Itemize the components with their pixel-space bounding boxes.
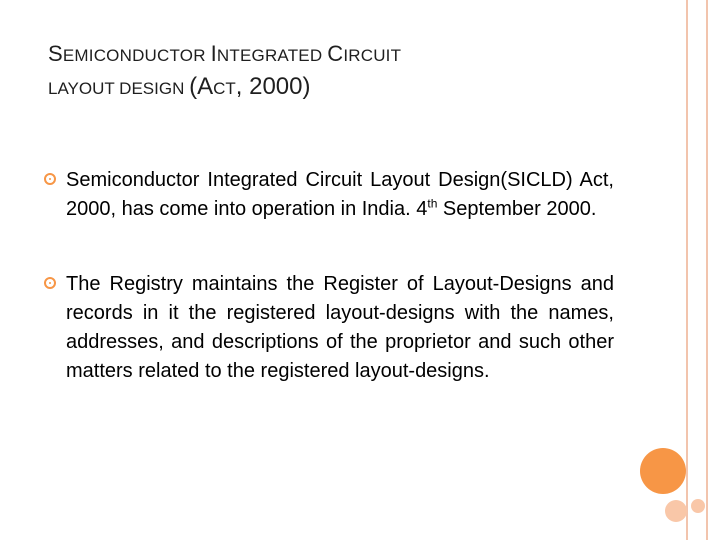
bullet-item xyxy=(44,166,614,224)
decorative-circle-small xyxy=(691,499,705,513)
decorative-rule-right xyxy=(706,0,708,540)
decorative-circle-medium xyxy=(665,500,687,522)
bullet-text xyxy=(66,166,614,224)
title-line-1 xyxy=(48,40,608,70)
decorative-circle-large xyxy=(640,448,686,494)
title-word: IRCUIT xyxy=(343,46,402,65)
bullet-marker-icon xyxy=(44,173,56,185)
bullet-marker-icon xyxy=(44,277,56,289)
title-word: EMICONDUCTOR xyxy=(62,46,211,65)
bullet-text-main: Semiconductor Integrated Circuit Layout Design(SICLD) Act, 2000, has come into operation in India. 4 xyxy=(66,169,614,220)
title-word: CT xyxy=(213,79,236,98)
bullet-text-end: September 2000. xyxy=(437,198,597,220)
bullet-text: The Registry maintains the Register of Layout-Designs and records in it the registered layout-designs with the names, addresses, and descriptions of the proprietor and such other matters related to the registered layout-designs. xyxy=(66,273,614,382)
bullet-item xyxy=(44,270,614,386)
title-initial: A xyxy=(197,73,214,100)
title-year: , 2000) xyxy=(235,73,311,100)
title-paren: ( xyxy=(189,73,198,100)
title-line-2 xyxy=(48,72,608,104)
title-initial: I xyxy=(210,41,217,66)
slide-title xyxy=(48,40,608,104)
decorative-rule-left xyxy=(686,0,688,540)
title-initial: C xyxy=(327,41,344,66)
ordinal-suffix: th xyxy=(427,196,438,211)
bullet-list xyxy=(44,166,614,432)
title-word: NTEGRATED xyxy=(216,46,328,65)
title-word: LAYOUT DESIGN xyxy=(48,79,190,98)
title-initial: S xyxy=(48,41,63,66)
